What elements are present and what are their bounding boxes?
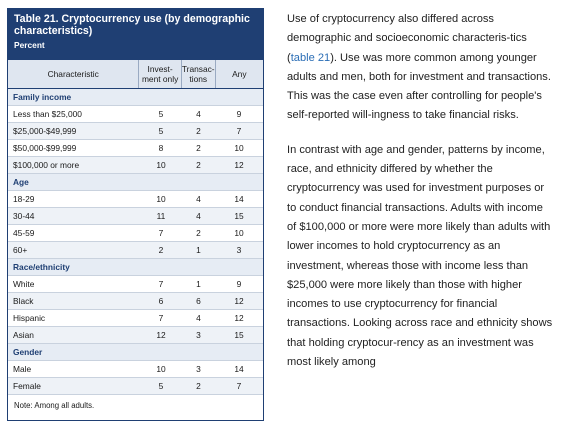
row-label: 18-29 (13, 194, 35, 204)
cell-any: 3 (236, 245, 242, 255)
cell-investment-only: 7 (158, 279, 164, 289)
group-label: Age (13, 177, 29, 187)
row-label: $25,000-$49,999 (13, 126, 77, 136)
table-row (8, 140, 263, 157)
row-label: White (13, 279, 35, 289)
table-row (8, 276, 263, 293)
cell-transactions: 4 (196, 109, 201, 119)
table-row (8, 208, 263, 225)
table-row (8, 327, 263, 344)
cell-transactions: 2 (196, 160, 201, 170)
row-label: $50,000-$99,999 (13, 143, 77, 153)
table-21-link[interactable]: table 21 (290, 51, 331, 64)
crypto-table (7, 8, 264, 421)
table-row (8, 225, 263, 242)
table-row (8, 310, 263, 327)
cell-investment-only: 10 (156, 160, 166, 170)
cell-transactions: 4 (196, 211, 201, 221)
row-label: Less than $25,000 (13, 109, 82, 119)
cell-transactions: 3 (196, 330, 201, 340)
cell-investment-only: 5 (158, 126, 164, 136)
cell-transactions: 2 (196, 126, 201, 136)
col-characteristic: Characteristic (47, 69, 99, 79)
row-label: $100,000 or more (13, 160, 80, 170)
cell-investment-only: 12 (156, 330, 166, 340)
body-text (287, 10, 555, 387)
cell-investment-only: 6 (158, 296, 164, 306)
table-row (8, 191, 263, 208)
table-group-header (8, 89, 263, 106)
cell-any: 12 (234, 160, 244, 170)
table-header (8, 9, 263, 60)
paragraph-2: In contrast with age and gender, patterns by income, race, and ethnicity differed by whether the cryptocurrency was used for investment purposes or to conduct financial transactions. Adults with income of $100,000 or more were more likely than adults with lower incomes to hold cryptocurrency as an investment, whereas those with income less than $25,000 were more likely than those with higher incomes to use cryptocurrency for financial transactions. Looking across race and ethnicity shows that holding cryptocur-rency as an investment was most likely among (287, 143, 553, 369)
cell-any: 14 (234, 194, 244, 204)
cell-investment-only: 11 (156, 211, 166, 221)
row-label: 60+ (13, 245, 28, 255)
row-label: Male (13, 364, 32, 374)
cell-investment-only: 10 (156, 194, 166, 204)
row-label: Hispanic (13, 313, 46, 323)
col-investment-only: Invest- ment only (138, 60, 180, 88)
row-label: Black (13, 296, 34, 306)
column-headers (8, 60, 263, 89)
cell-transactions: 2 (196, 143, 201, 153)
cell-investment-only: 7 (158, 228, 164, 238)
cell-any: 12 (234, 296, 244, 306)
table-subtitle: Percent (14, 40, 45, 50)
cell-investment-only: 7 (158, 313, 164, 323)
table-row (8, 123, 263, 140)
cell-any: 9 (236, 279, 242, 289)
table-row (8, 106, 263, 123)
group-label: Race/ethnicity (13, 262, 70, 272)
cell-any: 15 (234, 330, 244, 340)
cell-transactions: 1 (196, 245, 201, 255)
cell-investment-only: 5 (158, 109, 164, 119)
cell-investment-only: 2 (158, 245, 164, 255)
cell-transactions: 1 (196, 279, 201, 289)
col-any: Any (215, 60, 263, 88)
table-row (8, 157, 263, 174)
table-group-header (8, 344, 263, 361)
cell-transactions: 4 (196, 194, 201, 204)
table-note: Note: Among all adults. (14, 401, 95, 410)
cell-transactions: 3 (196, 364, 201, 374)
table-row (8, 293, 263, 310)
cell-investment-only: 5 (158, 381, 164, 391)
cell-any: 10 (234, 143, 244, 153)
cell-any: 15 (234, 211, 244, 221)
table-group-header (8, 174, 263, 191)
cell-any: 14 (234, 364, 244, 374)
table-row (8, 378, 263, 395)
table-row (8, 361, 263, 378)
cell-any: 7 (236, 126, 242, 136)
table-title-line2: characteristics) (14, 24, 93, 37)
group-label: Family income (13, 92, 72, 102)
cell-any: 10 (234, 228, 244, 238)
cell-transactions: 2 (196, 381, 201, 391)
row-label: 30-44 (13, 211, 35, 221)
col-transactions: Transac- tions (181, 60, 215, 88)
cell-investment-only: 8 (158, 143, 164, 153)
row-label: Asian (13, 330, 34, 340)
cell-any: 12 (234, 313, 244, 323)
table-title (14, 14, 257, 37)
cell-investment-only: 10 (156, 364, 166, 374)
paragraph-1: Use of cryptocurrency also differed across demographic and socioeconomic characteris-tics (table 21). Use was more common among younger adults and men, both for investment and transactions. This was the case even after controlling for people's self-reported will-ingness to take financial risks. (287, 13, 551, 122)
row-label: Female (13, 381, 41, 391)
table-body (8, 89, 263, 395)
group-label: Gender (13, 347, 43, 357)
cell-transactions: 6 (196, 296, 201, 306)
cell-transactions: 2 (196, 228, 201, 238)
table-row (8, 242, 263, 259)
cell-any: 7 (236, 381, 242, 391)
cell-any: 9 (236, 109, 242, 119)
cell-transactions: 4 (196, 313, 201, 323)
table-group-header (8, 259, 263, 276)
table-title-line1: Table 21. Cryptocurrency use (by demographic (14, 13, 250, 25)
row-label: 45-59 (13, 228, 35, 238)
